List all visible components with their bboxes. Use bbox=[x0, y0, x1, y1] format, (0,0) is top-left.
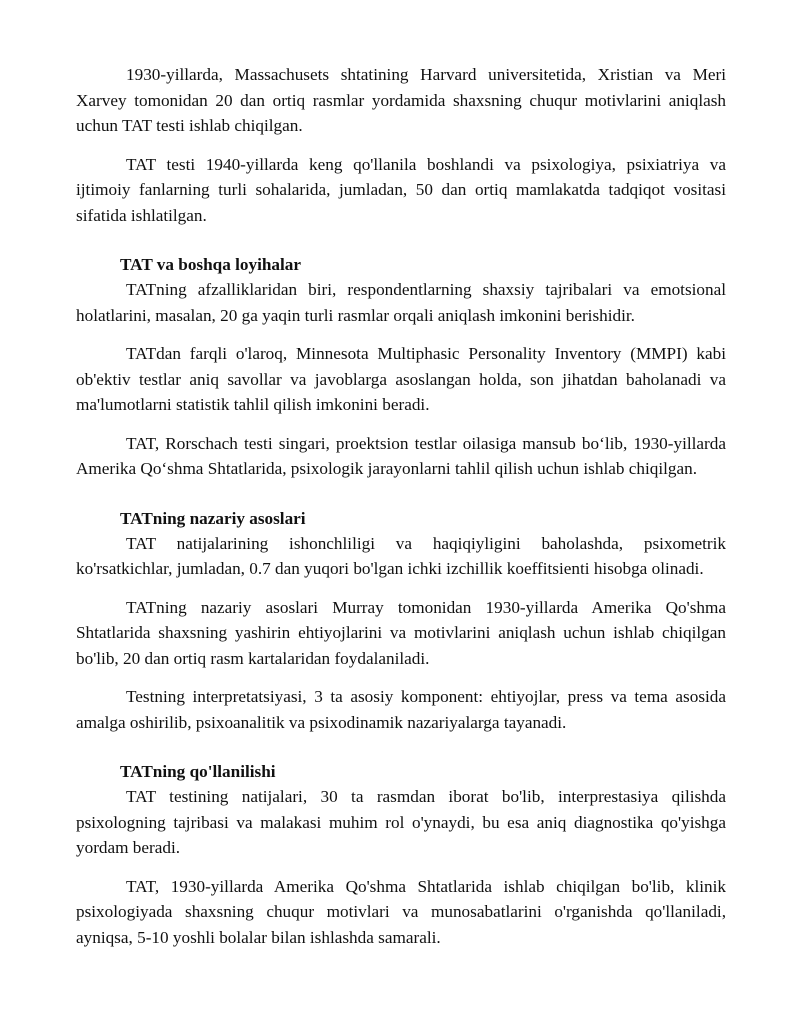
section-heading: TATning qo'llanilishi bbox=[120, 762, 276, 781]
paragraph: TAT natijalarining ishonchliligi va haqiqiyligini baholashda, psixometrik ko'rsatkichlar, jumladan, 0.7 dan yuqori bo'lgan ichki izchillik koeffitsienti hisobga olinadi. bbox=[76, 533, 726, 578]
paragraph: TATdan farqli o'laroq, Minnesota Multiphasic Personality Inventory (MMPI) kabi ob'ektiv testlar aniq savollar va javoblarga asoslangan holda, son jihatdan baholanadi va ma'lumotlarni statistik tahlil qilish imkonini beradi. bbox=[76, 344, 726, 414]
paragraph: TATning nazariy asoslari Murray tomonidan 1930-yillarda Amerika Qo'shma Shtatlarida shaxsning yashirin ehtiyojlarini va motivlarini aniqlash uchun ishlab chiqilgan bo'lib, 20 dan ortiq rasm kartalaridan foydalaniladi. bbox=[76, 597, 726, 668]
section-heading: TATning nazariy asoslari bbox=[120, 508, 306, 528]
section-qollanilishi bbox=[76, 759, 726, 950]
document-page bbox=[76, 62, 726, 950]
paragraph: TATning afzalliklaridan biri, respondentlarning shaxsiy tajribalari va emotsional holatlarini, masalan, 20 ga yaqin turli rasmlar orqali aniqlash imkonini berishidir. bbox=[76, 280, 726, 325]
paragraph: TAT testining natijalari, 30 ta rasmdan iborat bo'lib, interprestasiya qilishda psixologning tajribasi va malakasi muhim rol o'ynaydi, bu esa aniq diagnostika qo'yishga yordam beradi. bbox=[76, 787, 726, 857]
section-nazariy-asoslar bbox=[76, 506, 726, 736]
paragraph: TAT, Rorschach testi singari, proektsion testlar oilasiga mansub bo‘lib, 1930-yillarda Amerika Qo‘shma Shtatlarida, psixologik jarayonlarni tahlil qilish uchun ishlab chiqilgan. bbox=[76, 433, 726, 478]
section-heading: TAT va boshqa loyihalar bbox=[120, 255, 301, 274]
paragraph: TAT testi 1940-yillarda keng qo'llanila boshlandi va psixologiya, psixiatriya va ijtimoiy fanlarning turli sohalarida, jumladan, 50 dan ortiq mamlakatda tadqiqot vositasi sifatida ishlatilgan. bbox=[76, 154, 726, 225]
intro-section bbox=[76, 62, 726, 228]
paragraph: TAT, 1930-yillarda Amerika Qo'shma Shtatlarida ishlab chiqilgan bo'lib, klinik psixologiyada shaxsning chuqur motivlari va munosabatlarini o'rganishda qo'llaniladi, ayniqsa, 5-10 yoshli bolalar bilan ishlashda samarali. bbox=[76, 876, 726, 947]
paragraph: 1930-yillarda, Massachusets shtatining Harvard universitetida, Xristian va Meri Xarvey tomonidan 20 dan ortiq rasmlar yordamida shaxsning chuqur motivlarini aniqlash uchun TAT testi ishlab chiqilgan. bbox=[76, 65, 726, 135]
paragraph: Testning interpretatsiyasi, 3 ta asosiy komponent: ehtiyojlar, press va tema asosida amalga oshirilib, psixoanalitik va psixodinamik nazariyalarga tayanadi. bbox=[76, 687, 726, 732]
section-loyihalar bbox=[76, 252, 726, 482]
